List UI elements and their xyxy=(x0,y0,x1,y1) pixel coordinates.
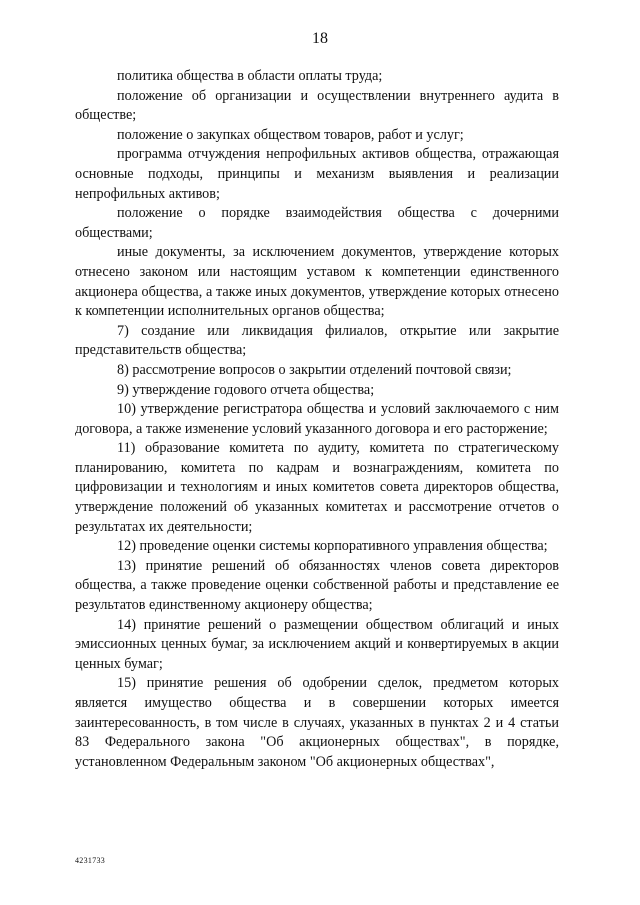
paragraph: 10) утверждение регистратора общества и условий заключаемого с ним договора, а также изменение условий указанного договора и его расторжение; xyxy=(75,401,559,437)
paragraph: 15) принятие решения об одобрении сделок, предметом которых является имущество общества и в совершении которых имеется заинтересованность, в том числе в случаях, указанных в пунктах 2 и 4 статьи 83 Федерального закона "Об акционерных обществах", в порядке, установленном Федеральным законом "Об акционерных обществах", xyxy=(75,675,559,770)
document-code: 4231733 xyxy=(75,856,106,865)
paragraph: 7) создание или ликвидация филиалов, открытие или закрытие представительств общества; xyxy=(75,322,559,359)
paragraph: программа отчуждения непрофильных активов общества, отражающая основные подходы, принципы и механизм выявления и реализации непрофильных активов; xyxy=(75,146,559,202)
paragraph: 13) принятие решений об обязанностях членов совета директоров общества, а также проведение оценки собственной работы и представление ее результатов единственному акционеру общества; xyxy=(75,557,559,614)
document-body xyxy=(75,67,559,772)
paragraph: 9) утверждение годового отчета общества; xyxy=(117,381,375,398)
paragraph: политика общества в области оплаты труда; xyxy=(117,68,383,84)
paragraph: положение о порядке взаимодействия общества с дочерними обществами; xyxy=(75,205,559,241)
paragraph: 12) проведение оценки системы корпоративного управления общества; xyxy=(117,538,548,555)
paragraph: положение о закупках обществом товаров, работ и услуг; xyxy=(117,126,464,143)
paragraph: иные документы, за исключением документов, утверждение которых отнесено законом или настоящим уставом к компетенции единственного акционера общества, а также иных документов, утверждение которых отнесено к компетенции исполнительных органов общества; xyxy=(75,244,559,320)
paragraph: 11) образование комитета по аудиту, комитета по стратегическому планированию, комитета по кадрам и вознаграждениям, комитета по цифровизации и технологиям и иных комитетов совета директоров общества, утверждение положений об указанных комитетах и рассмотрение отчетов о результатах их деятельности; xyxy=(75,440,559,535)
paragraph: положение об организации и осуществлении внутреннего аудита в обществе; xyxy=(75,87,559,124)
page-number: 18 xyxy=(312,30,328,47)
paragraph: 8) рассмотрение вопросов о закрытии отделений почтовой связи; xyxy=(117,361,512,378)
paragraph: 14) принятие решений о размещении обществом облигаций и иных эмиссионных ценных бумаг, за исключением акций и конвертируемых в акции ценных бумаг; xyxy=(75,616,559,672)
